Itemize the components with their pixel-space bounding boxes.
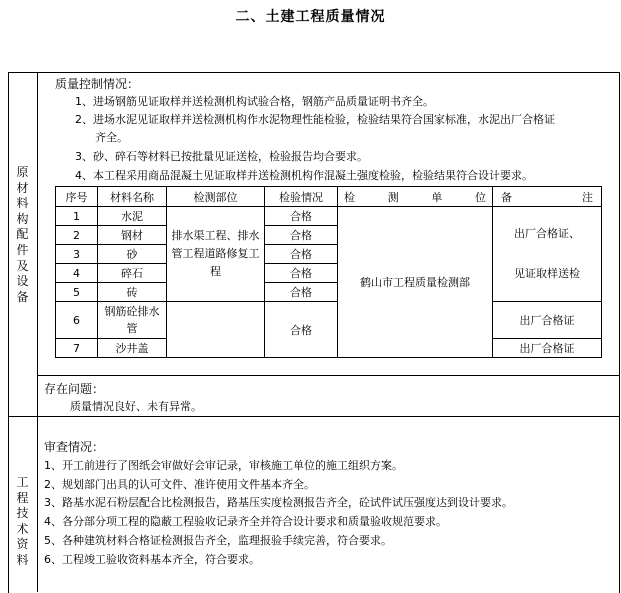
issues-heading: 存在问题： (44, 382, 105, 396)
qc-item-2-cont: 齐全。 (95, 131, 128, 144)
table-header-row (56, 187, 602, 207)
issues-divider (37, 375, 619, 376)
table-row: 7 沙井盖 出厂合格证 (56, 339, 602, 358)
table-row: 3 砂 合格 (56, 245, 602, 264)
qc-heading: 质量控制情况： (55, 77, 140, 91)
review-item-1: 1、开工前进行了图纸会审做好会审记录，审核施工单位的施工组织方案。 (44, 459, 403, 472)
note-group-1: 出厂合格证、 见证取样送检 (493, 207, 602, 302)
issues-text: 质量情况良好、未有异常。 (70, 400, 202, 413)
table-row: 2 钢材 合格 (56, 226, 602, 245)
side-label-materials: 原 材 料 构 配 件 及 设 备 (16, 165, 29, 304)
table-row: 4 碎石 合格 (56, 264, 602, 283)
column-divider (37, 72, 38, 592)
review-item-5: 5、各种建筑材料合格证检测报告齐全，监理报验手续完善，符合要求。 (44, 534, 392, 547)
review-item-2: 2、规划部门出具的认可文件、准许使用文件基本齐全。 (44, 478, 315, 491)
review-item-4: 4、各分部分项工程的隐蔽工程验收记录齐全并符合设计要求和质量验收规范要求。 (44, 515, 447, 528)
header-location: 检测部位 (167, 187, 265, 207)
header-note: 备 注 (493, 187, 602, 207)
review-item-6: 6、工程竣工验收资料基本齐全，符合要求。 (44, 553, 260, 566)
qc-item-2: 2、进场水泥见证取样并送检测机构作水泥物理性能检验，检验结果符合国家标准，水泥出厂合格证 (75, 113, 555, 126)
location-cell: 排水渠工程、排水管工程道路修复工程 (167, 207, 265, 302)
header-no: 序号 (56, 187, 98, 207)
review-heading: 审查情况： (44, 440, 105, 454)
table-row: 1 水泥 排水渠工程、排水管工程道路修复工程 合格 鹤山市工程质量检测部 出厂合格证、 见证取样送检 (56, 207, 602, 226)
table-row: 6 钢筋砼排水管 合格 出厂合格证 (56, 302, 602, 339)
page-title: 二、土建工程质量情况 (235, 9, 386, 25)
qc-item-1: 1、进场钢筋见证取样并送检测机构试验合格，钢筋产品质量证明书齐全。 (75, 95, 434, 108)
qc-item-3: 3、砂、碎石等材料已按批量见证送检，检验报告均合要求。 (75, 150, 368, 163)
qc-item-4: 4、本工程采用商品混凝土见证取样并送检测机构作混凝土强度检验，检验结果符合设计要求。 (75, 169, 533, 182)
section-divider (8, 416, 619, 417)
agency-cell: 鹤山市工程质量检测部 (338, 207, 493, 358)
side-label-technical: 工 程 技 术 资 料 (16, 475, 29, 567)
header-name: 材料名称 (98, 187, 167, 207)
materials-table (55, 186, 602, 358)
review-item-3: 3、路基水泥石粉层配合比检测报告，路基压实度检测报告齐全，砼试件试压强度达到设计要求。 (44, 496, 513, 509)
header-agency: 检 测 单 位 (338, 187, 493, 207)
location-empty (167, 302, 265, 358)
table-row: 5 砖 合格 (56, 283, 602, 302)
header-result: 检验情况 (265, 187, 338, 207)
